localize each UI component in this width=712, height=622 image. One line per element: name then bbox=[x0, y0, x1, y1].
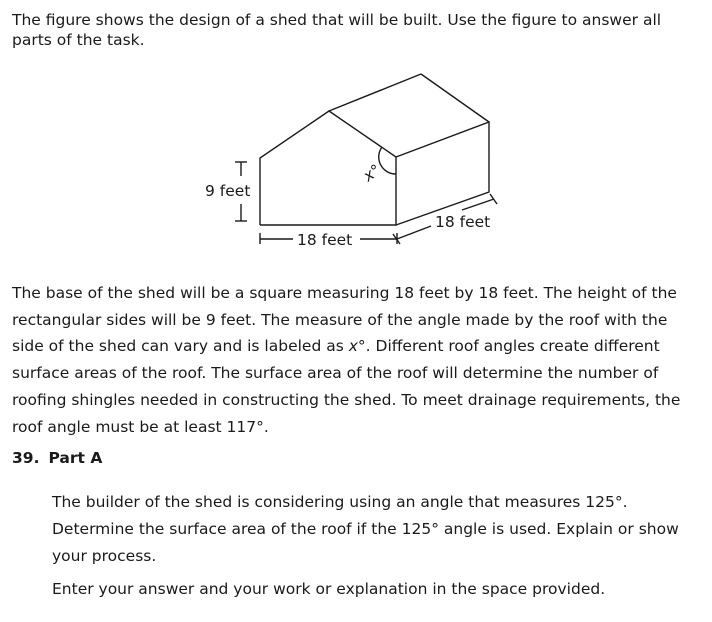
angle-label: x° bbox=[359, 160, 385, 186]
width-label: 18 feet bbox=[297, 231, 353, 249]
roof-ridge bbox=[329, 74, 421, 111]
question-prompt: The builder of the shed is considering using an angle that measures 125°. Determine the surface area of the roof if the 125° angle is used. Explain or show your process. bbox=[52, 493, 679, 565]
height-label: 9 feet bbox=[205, 182, 251, 200]
description-part2: °. Different roof angles create different surface areas of the roof. The surface area of the roof will determine the number of roofing shingles needed in constructing the shed. To meet drainage requirements, the roof angle must be at least 117°. bbox=[12, 337, 681, 436]
question-part: Part A bbox=[48, 449, 103, 467]
angle-variable: x bbox=[348, 337, 358, 356]
depth-label: 18 feet bbox=[435, 213, 491, 231]
question-heading bbox=[12, 449, 102, 467]
answer-instruction: Enter your answer and your work or explanation in the space provided. bbox=[52, 580, 606, 598]
roof-back-edge bbox=[421, 74, 489, 122]
intro-text: The figure shows the design of a shed that will be built. Use the figure to answer all parts of the task. bbox=[12, 11, 662, 49]
description-part1: The base of the shed will be a square measuring 18 feet by 18 feet. The height of the rectangular sides will be 9 feet. The measure of the angle made by the roof with the side of the shed can vary and is labeled as bbox=[12, 284, 677, 356]
question-number: 39. bbox=[12, 449, 40, 467]
shed-side-face bbox=[396, 122, 489, 225]
shed-figure bbox=[0, 0, 712, 270]
description-text bbox=[12, 280, 692, 440]
